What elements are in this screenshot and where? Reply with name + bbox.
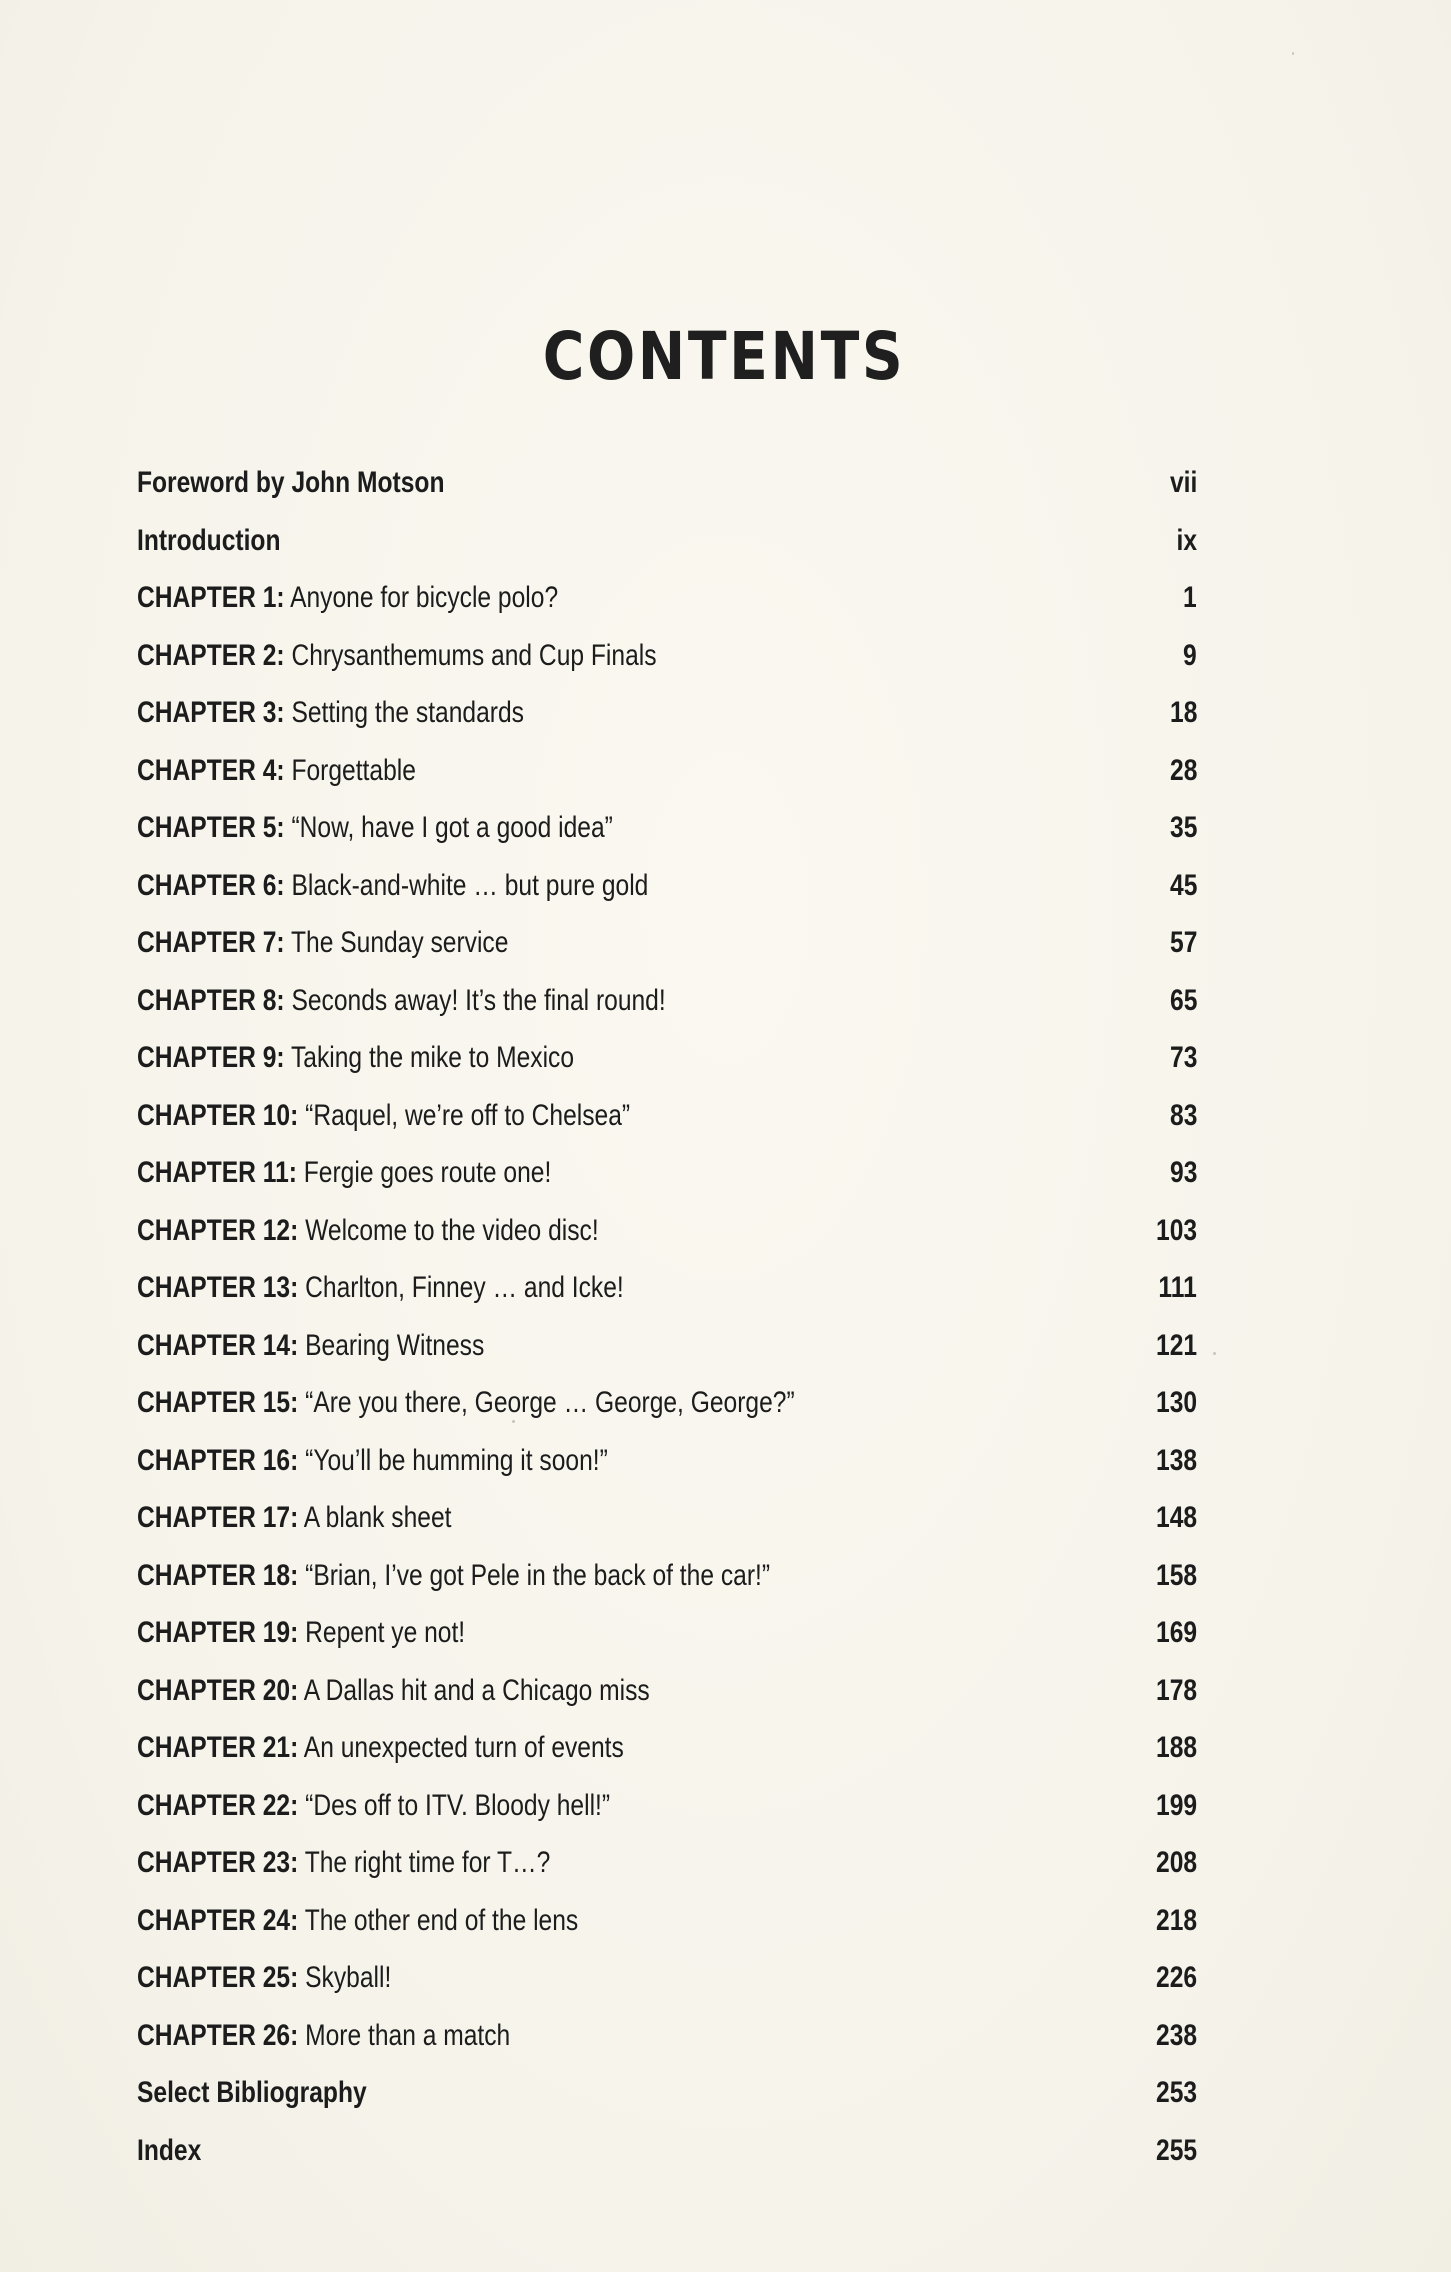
chapter-label: CHAPTER 6:	[137, 868, 285, 902]
toc-chapter-entry	[137, 569, 1197, 627]
entry-title: More than a match	[305, 2018, 511, 2052]
entry-title: Black-and-white … but pure gold	[291, 868, 649, 902]
toc-entry-text	[137, 627, 657, 685]
page-number: 158	[1155, 1558, 1197, 1592]
chapter-label: CHAPTER 23:	[137, 1846, 299, 1879]
page-number: 138	[1155, 1443, 1197, 1477]
toc-entry-text	[137, 1087, 630, 1145]
entry-title: Seconds away! It’s the final round!	[291, 983, 666, 1017]
entry-title: The Sunday service	[291, 926, 509, 959]
page-title: CONTENTS	[542, 318, 906, 395]
chapter-label: CHAPTER 21:	[137, 1731, 299, 1764]
toc-chapter-entry	[137, 1374, 1197, 1432]
entry-title: Forgettable	[291, 753, 416, 787]
toc-entry-text	[137, 1374, 795, 1432]
entry-title: “Raquel, we’re off to Chelsea”	[305, 1098, 631, 1132]
toc-chapter-entry	[137, 1547, 1197, 1605]
page-number: 57	[1169, 926, 1197, 959]
toc-entry-text	[137, 2064, 367, 2122]
entry-title: The other end of the lens	[304, 1903, 579, 1937]
toc-entry-text	[137, 1202, 599, 1260]
chapter-label: CHAPTER 3:	[137, 696, 285, 729]
toc-entry-text	[137, 512, 280, 570]
chapter-label: CHAPTER 13:	[137, 1271, 299, 1304]
toc-entry-text	[137, 2007, 510, 2065]
toc-chapter-entry	[137, 1259, 1197, 1317]
chapter-label: CHAPTER 2:	[137, 638, 285, 672]
toc-chapter-entry	[137, 1029, 1197, 1087]
chapter-label: CHAPTER 17:	[137, 1501, 299, 1534]
chapter-label: CHAPTER 24:	[137, 1903, 299, 1937]
chapter-label: CHAPTER 12:	[137, 1213, 299, 1247]
toc-chapter-entry	[137, 742, 1197, 800]
chapter-label: CHAPTER 16:	[137, 1443, 299, 1477]
page-number: 83	[1169, 1098, 1197, 1132]
chapter-label: CHAPTER 19:	[137, 1616, 299, 1649]
toc-entry-text	[137, 2122, 201, 2180]
toc-entry-text	[137, 1662, 650, 1720]
toc-entry-text	[137, 1719, 624, 1777]
toc-entry-text	[137, 1144, 551, 1202]
toc-entry-text	[137, 1892, 578, 1950]
chapter-label: CHAPTER 22:	[137, 1788, 299, 1822]
chapter-label: CHAPTER 9:	[137, 1041, 285, 1074]
entry-title: The right time for T…?	[304, 1846, 551, 1879]
entry-title: Welcome to the video disc!	[305, 1213, 599, 1247]
toc-entry-text	[137, 742, 416, 800]
toc-entry-text	[137, 1777, 610, 1835]
toc-entry-text	[137, 1317, 484, 1375]
page-number: 199	[1155, 1788, 1197, 1822]
toc-chapter-entry	[137, 1144, 1197, 1202]
entry-title: “Des off to ITV. Bloody hell!”	[305, 1788, 611, 1822]
toc-chapter-entry	[137, 1719, 1197, 1777]
toc-chapter-entry	[137, 1892, 1197, 1950]
entry-title: A blank sheet	[303, 1501, 452, 1534]
toc-front-matter-entry	[137, 512, 1197, 570]
toc-entry-text	[137, 569, 558, 627]
page-number: 9	[1183, 638, 1197, 672]
chapter-label: CHAPTER 18:	[137, 1558, 299, 1592]
toc-entry-text	[137, 914, 508, 972]
chapter-label: CHAPTER 7:	[137, 926, 285, 959]
entry-title: “You’ll be humming it soon!”	[305, 1443, 608, 1477]
page-number: 18	[1169, 696, 1197, 729]
page-number: 218	[1155, 1903, 1197, 1937]
toc-chapter-entry	[137, 684, 1197, 742]
page-number: 121	[1155, 1328, 1197, 1362]
page-number: 35	[1169, 811, 1197, 844]
entry-title: Setting the standards	[291, 696, 524, 729]
toc-chapter-entry	[137, 1432, 1197, 1490]
chapter-label: CHAPTER 14:	[137, 1328, 299, 1362]
entry-title: “Brian, I’ve got Pele in the back of the car!”	[305, 1558, 771, 1592]
chapter-label: CHAPTER 5:	[137, 811, 285, 844]
chapter-label: CHAPTER 11:	[137, 1156, 297, 1189]
entry-title: Repent ye not!	[305, 1616, 466, 1649]
chapter-label: CHAPTER 15:	[137, 1386, 299, 1419]
entry-title: Introduction	[137, 523, 281, 557]
entry-title: Bearing Witness	[305, 1328, 485, 1362]
toc-chapter-entry	[137, 627, 1197, 685]
page-number: 238	[1155, 2018, 1197, 2052]
page-number: 253	[1155, 2076, 1197, 2109]
page-number: 255	[1155, 2133, 1197, 2167]
table-of-contents	[137, 454, 1197, 2179]
entry-title: Select Bibliography	[137, 2076, 367, 2109]
page-number: 130	[1155, 1386, 1197, 1419]
toc-entry-text	[137, 1259, 624, 1317]
toc-chapter-entry	[137, 1317, 1197, 1375]
toc-entry-text	[137, 1432, 608, 1490]
entry-title: Taking the mike to Mexico	[291, 1041, 575, 1074]
toc-front-matter-entry	[137, 454, 1197, 512]
entry-title: Foreword by John Motson	[137, 466, 445, 499]
page-number: 65	[1169, 983, 1197, 1017]
toc-chapter-entry	[137, 1777, 1197, 1835]
page-number: 1	[1183, 581, 1197, 614]
entry-title: Chrysanthemums and Cup Finals	[291, 638, 657, 672]
page-number: 73	[1169, 1041, 1197, 1074]
toc-chapter-entry	[137, 914, 1197, 972]
entry-title: Skyball!	[305, 1961, 392, 1994]
page-number: 28	[1169, 753, 1197, 787]
toc-chapter-entry	[137, 1834, 1197, 1892]
paper-speck	[1292, 52, 1294, 55]
toc-entry-text	[137, 1834, 550, 1892]
toc-chapter-entry	[137, 1604, 1197, 1662]
toc-chapter-entry	[137, 1489, 1197, 1547]
toc-entry-text	[137, 1547, 770, 1605]
entry-title: An unexpected turn of events	[303, 1731, 624, 1764]
page-number: 148	[1155, 1501, 1197, 1534]
toc-chapter-entry	[137, 1949, 1197, 2007]
toc-chapter-entry	[137, 1202, 1197, 1260]
chapter-label: CHAPTER 1:	[137, 581, 285, 614]
toc-entry-text	[137, 972, 666, 1030]
paper-speck	[1213, 1352, 1216, 1355]
page-number: 45	[1169, 868, 1197, 902]
entry-title: “Are you there, George … George, George?”	[305, 1386, 795, 1419]
toc-entry-text	[137, 799, 613, 857]
page-number: 169	[1155, 1616, 1197, 1649]
chapter-label: CHAPTER 26:	[137, 2018, 299, 2052]
page-number: 103	[1155, 1213, 1197, 1247]
entry-title: Fergie goes route one!	[303, 1156, 552, 1189]
entry-title: A Dallas hit and a Chicago miss	[303, 1673, 650, 1707]
toc-chapter-entry	[137, 799, 1197, 857]
toc-chapter-entry	[137, 1662, 1197, 1720]
chapter-label: CHAPTER 8:	[137, 983, 285, 1017]
page-number: vii	[1169, 466, 1197, 499]
toc-chapter-entry	[137, 2007, 1197, 2065]
toc-chapter-entry	[137, 857, 1197, 915]
page-number: 111	[1158, 1271, 1197, 1304]
chapter-label: CHAPTER 20:	[137, 1673, 299, 1707]
toc-entry-text	[137, 1029, 574, 1087]
entry-title: Charlton, Finney … and Icke!	[305, 1271, 624, 1304]
entry-title: Anyone for bicycle polo?	[290, 581, 559, 614]
toc-chapter-entry	[137, 1087, 1197, 1145]
toc-entry-text	[137, 1949, 391, 2007]
toc-front-matter-entry	[137, 2122, 1197, 2180]
chapter-label: CHAPTER 4:	[137, 753, 285, 787]
page-number: 178	[1155, 1673, 1197, 1707]
toc-chapter-entry	[137, 972, 1197, 1030]
toc-entry-text	[137, 1604, 465, 1662]
page-number: 208	[1155, 1846, 1197, 1879]
entry-title: “Now, have I got a good idea”	[291, 811, 613, 844]
paper-speck	[512, 1420, 515, 1423]
page-number: ix	[1176, 523, 1197, 557]
page-number: 226	[1155, 1961, 1197, 1994]
entry-title: Index	[137, 2133, 202, 2167]
page-number: 188	[1155, 1731, 1197, 1764]
page-number: 93	[1169, 1156, 1197, 1189]
chapter-label: CHAPTER 10:	[137, 1098, 299, 1132]
toc-entry-text	[137, 1489, 451, 1547]
toc-front-matter-entry	[137, 2064, 1197, 2122]
toc-entry-text	[137, 857, 648, 915]
toc-entry-text	[137, 684, 524, 742]
toc-entry-text	[137, 454, 445, 512]
chapter-label: CHAPTER 25:	[137, 1961, 299, 1994]
